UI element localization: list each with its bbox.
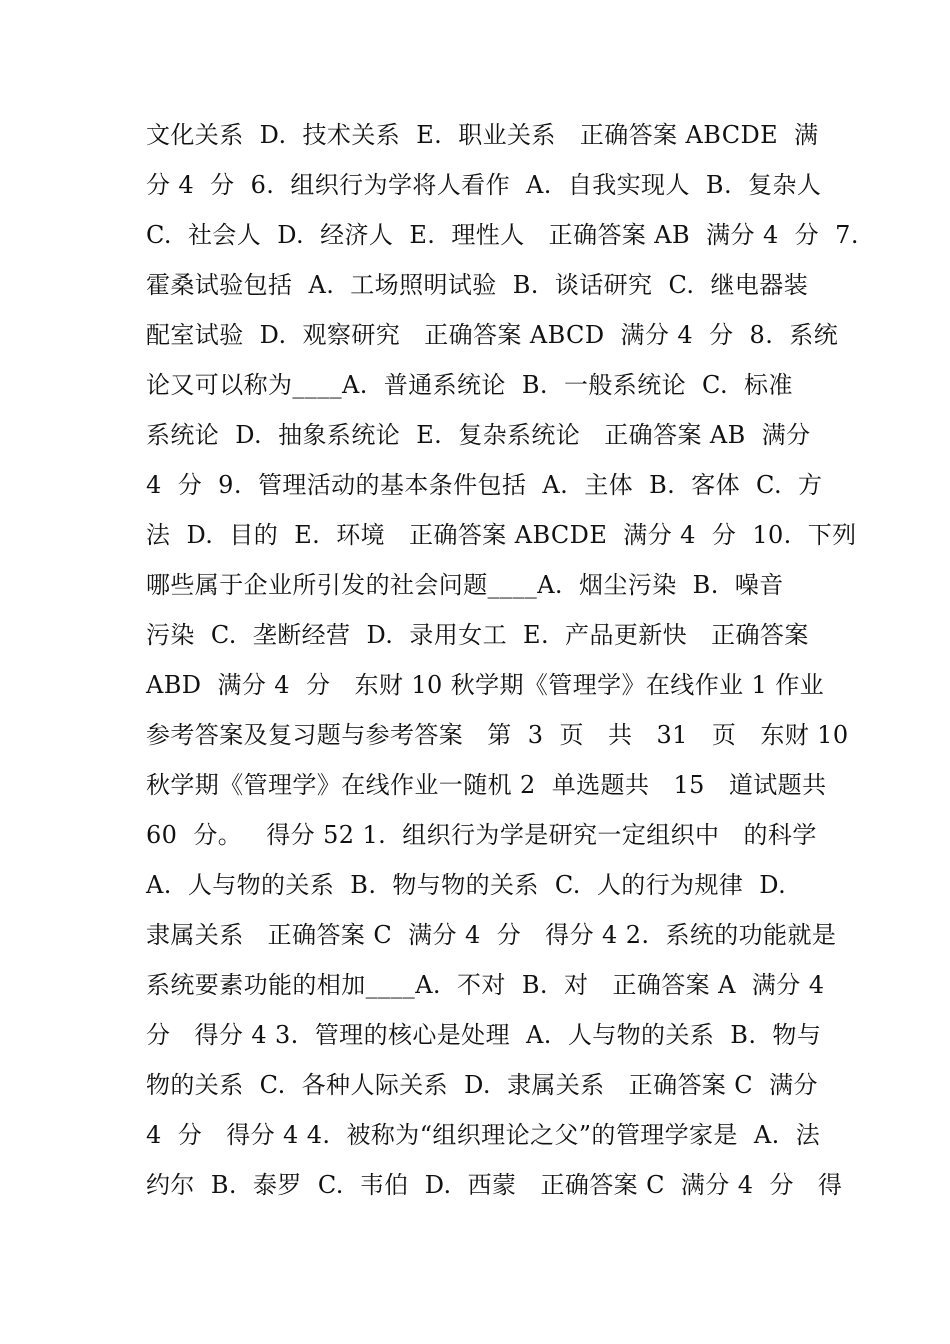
document-body-text xyxy=(146,110,859,1210)
text-line: 60 分。 得分 52 1. 组织行为学是研究一定组织中 的科学 xyxy=(146,821,817,849)
text-line: 系统论 D. 抽象系统论 E. 复杂系统论 正确答案 AB 满分 xyxy=(146,421,811,449)
text-line: 隶属关系 正确答案 C 满分 4 分 得分 4 2. 系统的功能就是 xyxy=(146,921,837,949)
text-line: 约尔 B. 泰罗 C. 韦伯 D. 西蒙 正确答案 C 满分 4 分 得 xyxy=(146,1171,843,1199)
text-line: 物的关系 C. 各种人际关系 D. 隶属关系 正确答案 C 满分 xyxy=(146,1071,818,1099)
text-line: ABD 满分 4 分 东财 10 秋学期《管理学》在线作业 1 作业 xyxy=(146,671,825,699)
text-line: 哪些属于企业所引发的社会问题____A. 烟尘污染 B. 噪音 xyxy=(146,571,784,599)
text-line: 4 分 得分 4 4. 被称为“组织理论之父”的管理学家是 A. 法 xyxy=(146,1121,821,1149)
text-line: 参考答案及复习题与参考答案 第 3 页 共 31 页 东财 10 xyxy=(146,721,849,749)
text-line: 配室试验 D. 观察研究 正确答案 ABCD 满分 4 分 8. 系统 xyxy=(146,321,839,349)
text-line: 4 分 9. 管理活动的基本条件包括 A. 主体 B. 客体 C. 方 xyxy=(146,471,823,499)
text-line: 系统要素功能的相加____A. 不对 B. 对 正确答案 A 满分 4 xyxy=(146,971,825,999)
text-line: C. 社会人 D. 经济人 E. 理性人 正确答案 AB 满分 4 分 7. xyxy=(146,221,859,249)
text-line: A. 人与物的关系 B. 物与物的关系 C. 人的行为规律 D. xyxy=(146,871,787,899)
text-line: 秋学期《管理学》在线作业一随机 2 单选题共 15 道试题共 xyxy=(146,771,827,799)
text-line: 分 得分 4 3. 管理的核心是处理 A. 人与物的关系 B. 物与 xyxy=(146,1021,822,1049)
text-line: 污染 C. 垄断经营 D. 录用女工 E. 产品更新快 正确答案 xyxy=(146,621,809,649)
text-line: 分 4 分 6. 组织行为学将人看作 A. 自我实现人 B. 复杂人 xyxy=(146,171,822,199)
text-line: 文化关系 D. 技术关系 E. 职业关系 正确答案 ABCDE 满 xyxy=(146,121,819,149)
text-line: 法 D. 目的 E. 环境 正确答案 ABCDE 满分 4 分 10. 下列 xyxy=(146,521,857,549)
text-line: 霍桑试验包括 A. 工场照明试验 B. 谈话研究 C. 继电器装 xyxy=(146,271,809,299)
text-line: 论又可以称为____A. 普通系统论 B. 一般系统论 C. 标准 xyxy=(146,371,793,399)
